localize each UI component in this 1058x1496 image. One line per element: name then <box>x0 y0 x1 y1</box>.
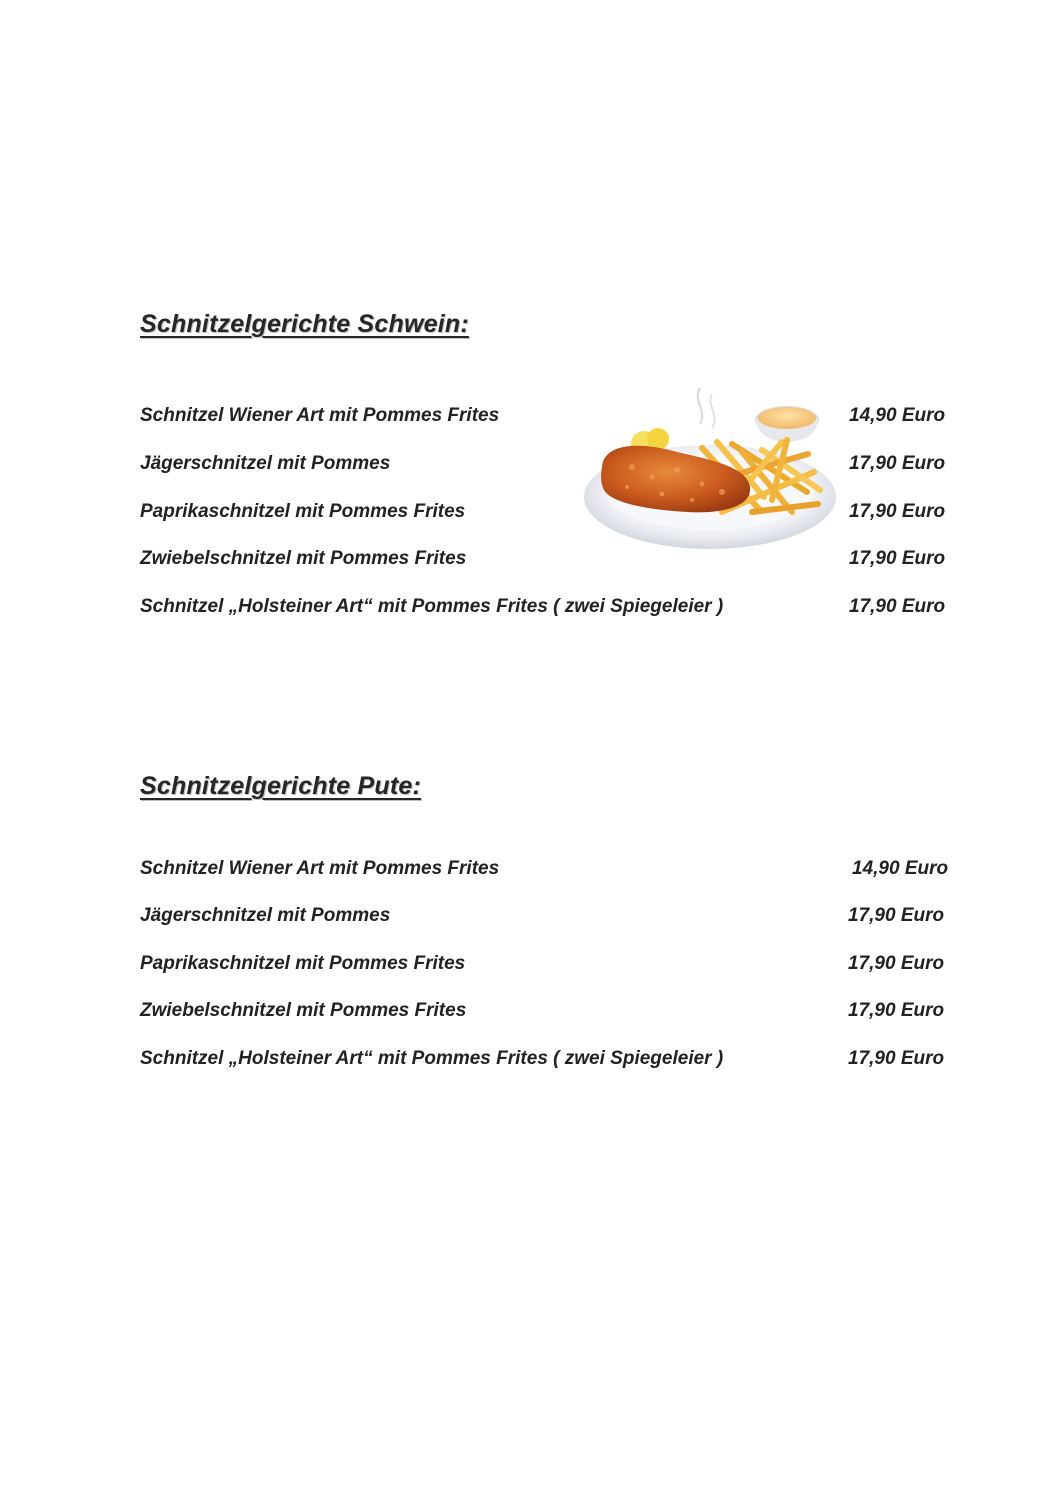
menu-item <box>0 548 1058 578</box>
menu-item <box>0 905 1058 935</box>
menu-item-price: 17,90 Euro <box>848 953 945 974</box>
menu-item <box>0 858 1058 888</box>
menu-item <box>0 501 1058 531</box>
menu-item-price: 14,90 Euro <box>852 858 949 879</box>
menu-item-price: 14,90 Euro <box>849 405 946 426</box>
menu-item-name: Zwiebelschnitzel mit Pommes Frites <box>140 1000 467 1021</box>
menu-item <box>0 596 1058 626</box>
menu-item <box>0 453 1058 483</box>
menu-item-price: 17,90 Euro <box>849 453 946 474</box>
menu-item-name: Paprikaschnitzel mit Pommes Frites <box>140 501 466 522</box>
menu-item-name: Paprikaschnitzel mit Pommes Frites <box>140 953 466 974</box>
menu-item-name: Jägerschnitzel mit Pommes <box>140 905 391 926</box>
menu-item-price: 17,90 Euro <box>848 1000 945 1021</box>
menu-item-name: Zwiebelschnitzel mit Pommes Frites <box>140 548 467 569</box>
section-title-pute: Schnitzelgerichte Pute: <box>140 772 422 800</box>
menu-item-name: Schnitzel Wiener Art mit Pommes Frites <box>140 405 500 426</box>
menu-item-name: Schnitzel „Holsteiner Art“ mit Pommes Frites ( zwei Spiegeleier ) <box>140 596 724 617</box>
menu-item-name: Schnitzel „Holsteiner Art“ mit Pommes Frites ( zwei Spiegeleier ) <box>140 1048 724 1069</box>
menu-item-price: 17,90 Euro <box>849 596 946 617</box>
menu-item <box>0 953 1058 983</box>
menu-item-name: Schnitzel Wiener Art mit Pommes Frites <box>140 858 500 879</box>
section-title-schwein: Schnitzelgerichte Schwein: <box>140 310 469 338</box>
menu-item <box>0 1000 1058 1030</box>
menu-item <box>0 405 1058 435</box>
menu-item-name: Jägerschnitzel mit Pommes <box>140 453 391 474</box>
menu-item-price: 17,90 Euro <box>849 548 946 569</box>
schnitzel-fries-plate-icon <box>582 372 842 557</box>
menu-item-price: 17,90 Euro <box>848 1048 945 1069</box>
menu-item-price: 17,90 Euro <box>848 905 945 926</box>
menu-item-price: 17,90 Euro <box>849 501 946 522</box>
menu-item <box>0 1048 1058 1078</box>
